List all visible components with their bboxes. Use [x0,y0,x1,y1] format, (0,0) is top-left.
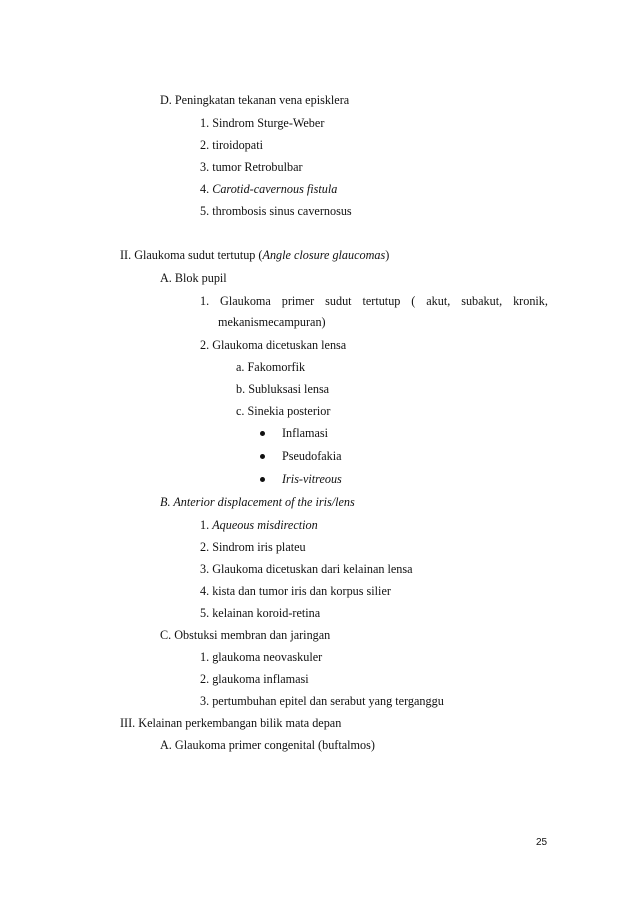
list-item-iia2a: a. Fakomorfik [236,360,306,374]
section-ii-title-suffix: ) [385,248,390,262]
iia1-word: primer [281,294,315,308]
list-item-iib2: 2. Sindrom iris plateu [200,540,306,554]
list-item-iic2: 2. glaukoma inflamasi [200,672,309,686]
iia1-word: Glaukoma [220,294,271,308]
list-item-iia2b: b. Subluksasi lensa [236,382,330,396]
page-number: 25 [536,837,548,848]
list-item-iia1-continuation: mekanismecampuran) [218,315,326,329]
section-iib-title: B. Anterior displacement of the iris/lens [160,495,355,509]
list-item-iib1-number: 1. [200,518,210,532]
bullet-item-iris-vitreous: Iris-vitreous [282,472,342,486]
list-item-iic1: 1. glaukoma neovaskuler [200,650,323,664]
list-item-iib1 [200,517,318,533]
iia1-word: kronik, [513,294,548,308]
iia1-word: subakut, [461,294,503,308]
bullet-icon [260,477,265,482]
section-iia-title: A. Blok pupil [160,271,227,285]
list-item-d2: 2. tiroidopati [200,138,263,152]
list-item-iic3: 3. pertumbuhan epitel dan serabut yang terganggu [200,694,444,708]
list-item-iib1-text: Aqueous misdirection [212,518,318,532]
section-iic-title: C. Obstuksi membran dan jaringan [160,628,331,642]
iia1-word: 1. [200,294,210,308]
list-item-iib5: 5. kelainan koroid-retina [200,606,321,620]
iia1-word: tertutup [362,294,401,308]
list-item-iia2: 2. Glaukoma dicetuskan lensa [200,338,347,352]
bullet-item-pseudofakia: Pseudofakia [282,449,342,463]
section-iiia-title: A. Glaukoma primer congenital (buftalmos) [160,738,375,752]
section-iii-title: III. Kelainan perkembangan bilik mata depan [120,716,342,730]
section-ii-title-italic: Angle closure glaucomas [262,248,386,262]
list-item-d4-number: 4. [200,182,210,196]
list-item-iib4: 4. kista dan tumor iris dan korpus silier [200,584,391,598]
bullet-item-inflamasi: Inflamasi [282,426,329,440]
bullet-icon [260,454,265,459]
iia1-word: akut, [426,294,451,308]
list-item-d5: 5. thrombosis sinus cavernosus [200,204,352,218]
section-d-title: D. Peningkatan tekanan vena episklera [160,93,350,107]
list-item-iia2c: c. Sinekia posterior [236,404,331,418]
list-item-d4-text: Carotid-cavernous fistula [212,182,338,196]
list-item-d1: 1. Sindrom Sturge-Weber [200,116,325,130]
iia1-word: ( [411,294,416,308]
bullet-icon [260,431,265,436]
list-item-iib3: 3. Glaukoma dicetuskan dari kelainan lensa [200,562,413,576]
list-item-d3: 3. tumor Retrobulbar [200,160,303,174]
section-ii-title [120,247,389,263]
iia1-word: sudut [325,294,352,308]
list-item-d4 [200,181,337,197]
section-ii-title-prefix: II. Glaukoma sudut tertutup ( [120,248,263,262]
list-item-iia1 [200,293,548,309]
